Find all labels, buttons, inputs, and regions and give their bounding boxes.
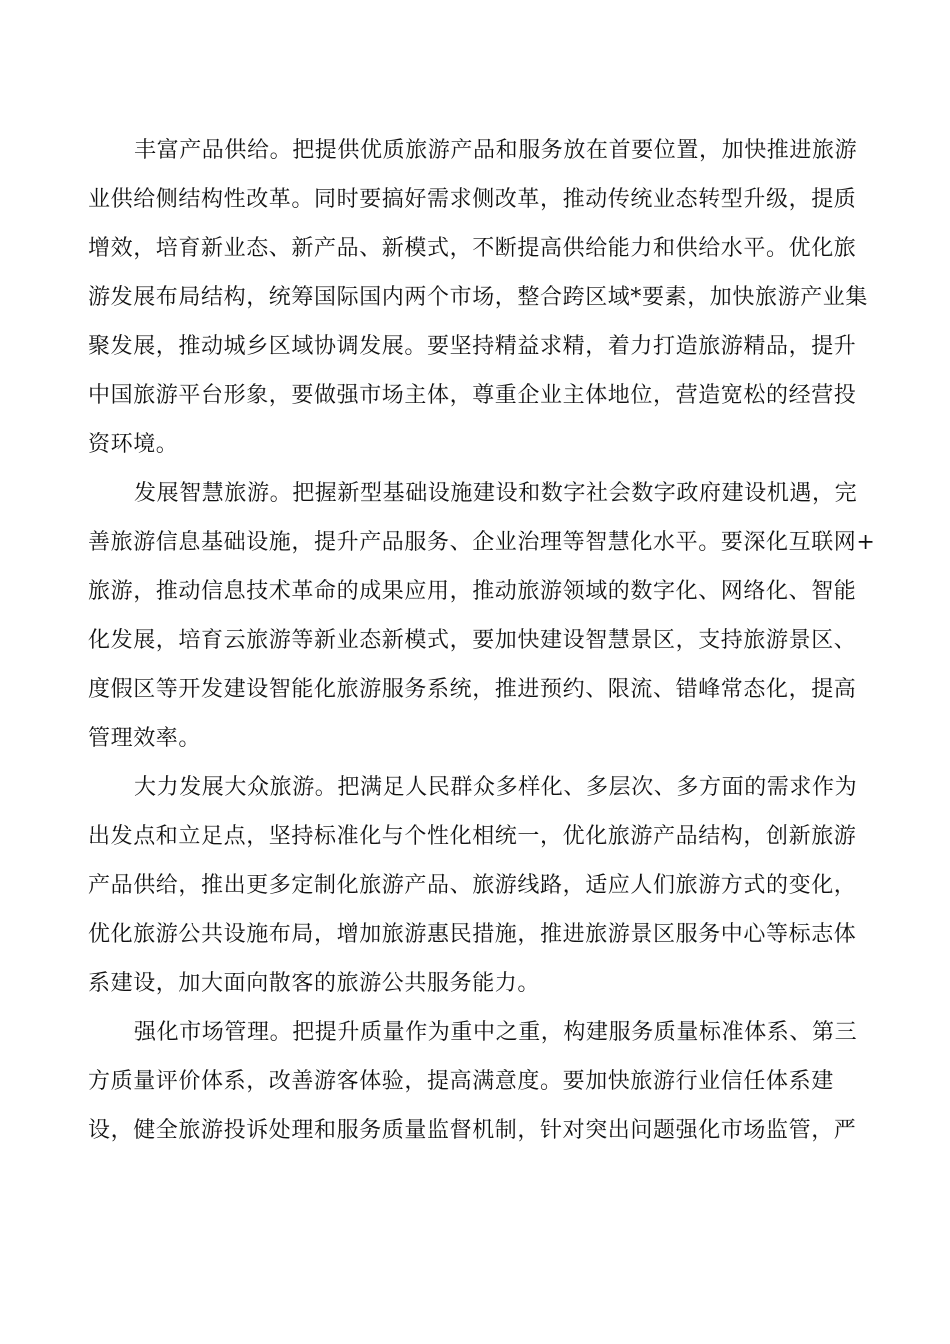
paragraph-line: 聚发展，推动城乡区域协调发展。要坚持精益求精，着力打造旅游精品，提升 <box>88 334 857 359</box>
paragraph-line: 大力发展大众旅游。把满足人民群众多样化、多层次、多方面的需求作为 <box>134 775 858 800</box>
paragraph-line: 方质量评价体系，改善游客体验，提高满意度。要加快旅游行业信任体系建 <box>88 1069 834 1094</box>
paragraph-line: 中国旅游平台形象，要做强市场主体，尊重企业主体地位，营造宽松的经营投 <box>88 383 857 408</box>
paragraph-line: 资环境。 <box>88 432 179 457</box>
paragraph-line: 发展智慧旅游。把握新型基础设施建设和数字社会数字政府建设机遇，完 <box>134 481 858 506</box>
paragraph-smart-tourism <box>88 469 876 763</box>
paragraph-line: 化发展，培育云旅游等新业态新模式，要加快建设智慧景区，支持旅游景区、 <box>88 628 857 653</box>
paragraph-line: 旅游，推动信息技术革命的成果应用，推动旅游领域的数字化、网络化、智能 <box>88 579 857 604</box>
paragraph-line: 丰富产品供给。把提供优质旅游产品和服务放在首要位置，加快推进旅游 <box>134 138 858 163</box>
paragraph-line: 增效，培育新业态、新产品、新模式，不断提高供给能力和供给水平。优化旅 <box>88 236 857 261</box>
paragraph-line: 产品供给，推出更多定制化旅游产品、旅游线路，适应人们旅游方式的变化， <box>88 873 857 898</box>
paragraph-mass-tourism <box>88 763 858 1008</box>
paragraph-market-management <box>88 1008 858 1155</box>
paragraph-line: 系建设，加大面向散客的旅游公共服务能力。 <box>88 971 541 996</box>
paragraph-line: 游发展布局结构，统筹国际国内两个市场，整合跨区域*要素，加快旅游产业集 <box>88 285 869 310</box>
paragraph-line: 管理效率。 <box>88 726 202 751</box>
document-body <box>88 126 876 1155</box>
paragraph-line: 强化市场管理。把提升质量作为重中之重，构建服务质量标准体系、第三 <box>134 1020 858 1045</box>
paragraph-line: 业供给侧结构性改革。同时要搞好需求侧改革，推动传统业态转型升级，提质 <box>88 187 857 212</box>
paragraph-line: 设，健全旅游投诉处理和服务质量监督机制，针对突出问题强化市场监管，严 <box>88 1118 857 1143</box>
paragraph-product-supply <box>88 126 869 469</box>
paragraph-line: 度假区等开发建设智能化旅游服务系统，推进预约、限流、错峰常态化，提高 <box>88 677 857 702</box>
paragraph-line: 善旅游信息基础设施，提升产品服务、企业治理等智慧化水平。要深化互联网+ <box>88 530 876 555</box>
paragraph-line: 出发点和立足点，坚持标准化与个性化相统一，优化旅游产品结构，创新旅游 <box>88 824 857 849</box>
paragraph-line: 优化旅游公共设施布局，增加旅游惠民措施，推进旅游景区服务中心等标志体 <box>88 922 857 947</box>
